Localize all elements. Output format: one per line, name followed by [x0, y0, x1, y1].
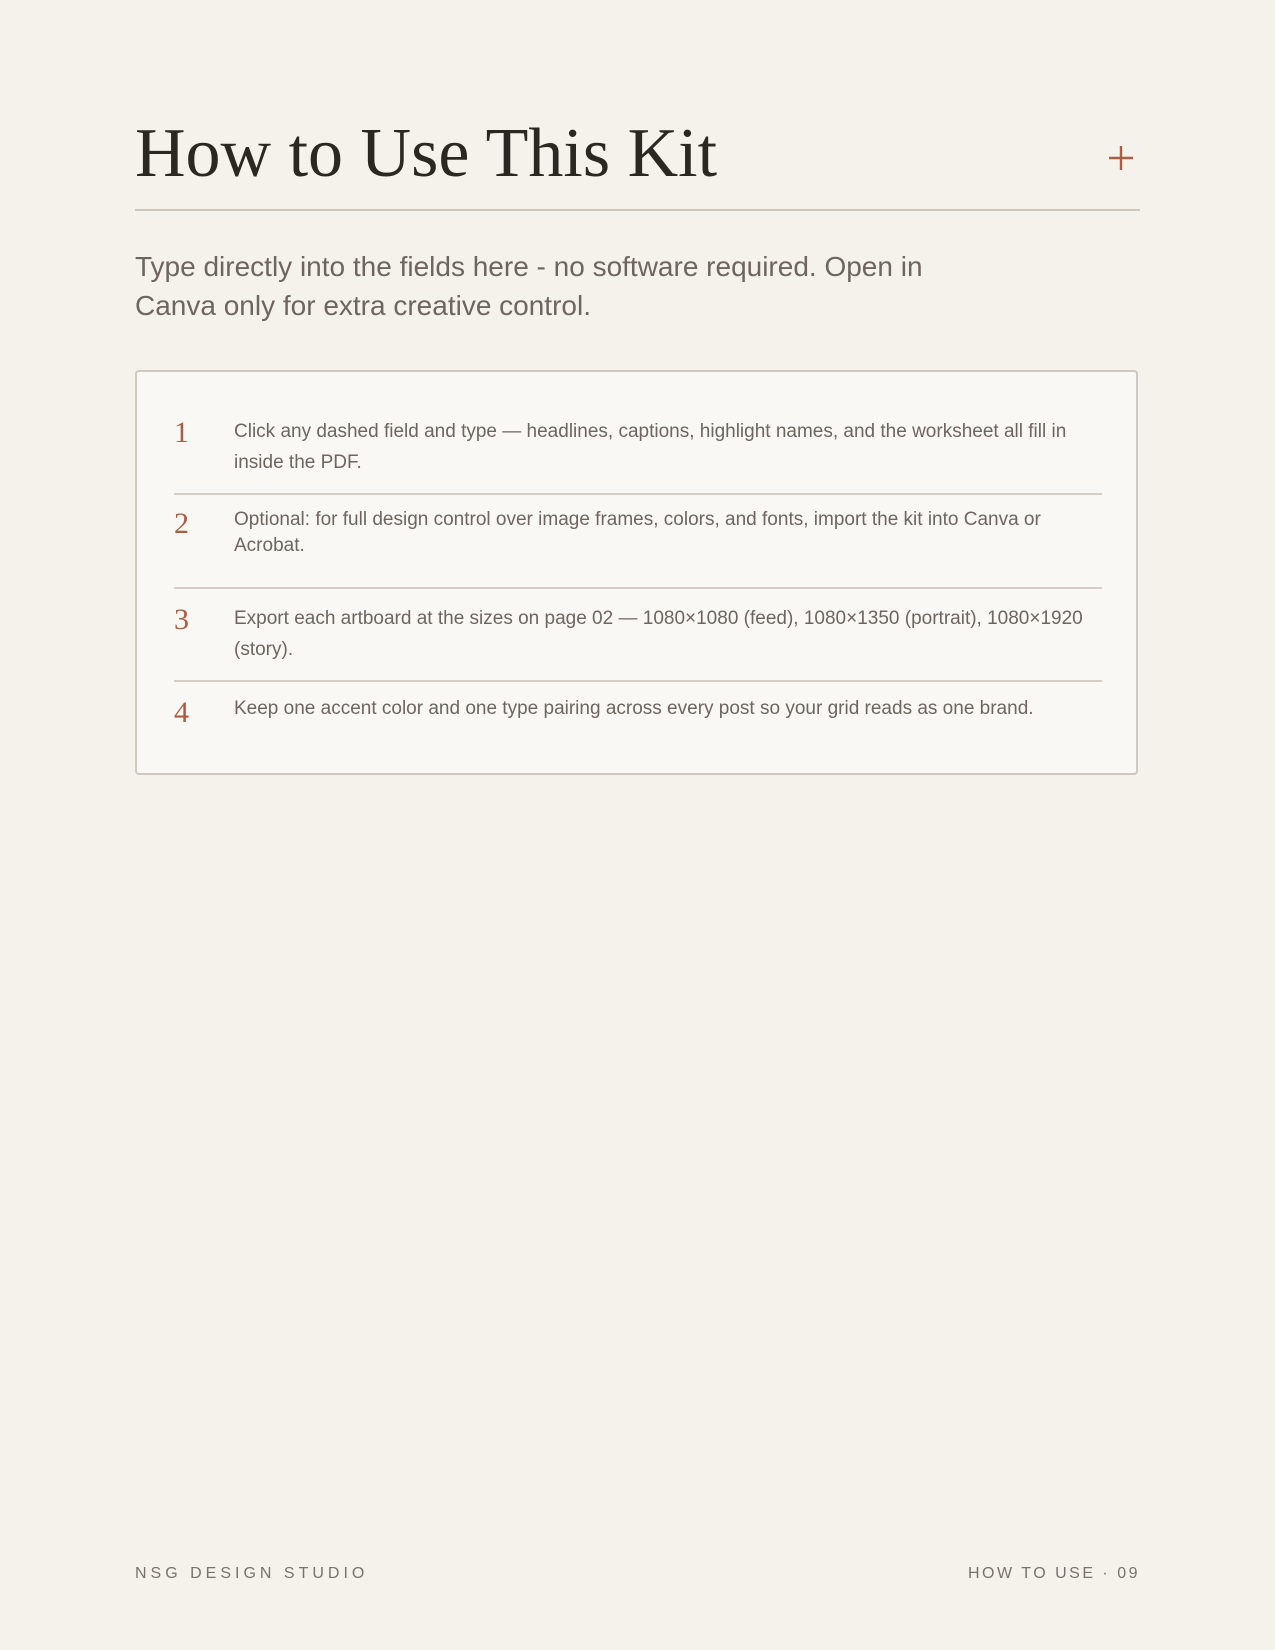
page-title: How to Use This Kit	[135, 115, 718, 192]
title-divider	[135, 209, 1140, 211]
steps-card	[135, 370, 1138, 775]
step-text: Optional: for full design control over image frames, colors, and fonts, import the kit into Canva or Acrobat.	[234, 509, 1041, 556]
step-item-2	[174, 507, 1102, 563]
step-number: 2	[174, 507, 189, 540]
step-number: 3	[174, 603, 189, 636]
plus-icon	[1104, 141, 1138, 175]
step-divider	[174, 493, 1102, 495]
footer-page-label: HOW TO USE · 09	[967, 1565, 1140, 1582]
step-number: 1	[174, 416, 189, 449]
intro-text: Type directly into the fields here - no software required. Open in Canva only for extra creative control.	[135, 251, 923, 321]
step-divider	[174, 680, 1102, 682]
step-text: Export each artboard at the sizes on page 02 — 1080×1080 (feed), 1080×1350 (portrait), 1080×1920 (story).	[234, 608, 1083, 660]
step-item-4	[174, 696, 1102, 730]
step-item-1	[174, 416, 1102, 476]
step-divider	[174, 587, 1102, 589]
step-text: Keep one accent color and one type pairing across every post so your grid reads as one brand.	[234, 698, 1034, 719]
step-item-3	[174, 603, 1102, 665]
footer-brand: NSG DESIGN STUDIO	[135, 1565, 369, 1582]
step-text: Click any dashed field and type — headlines, captions, highlight names, and the worksheet all fill in inside the PDF.	[234, 421, 1067, 473]
step-number: 4	[174, 696, 189, 729]
